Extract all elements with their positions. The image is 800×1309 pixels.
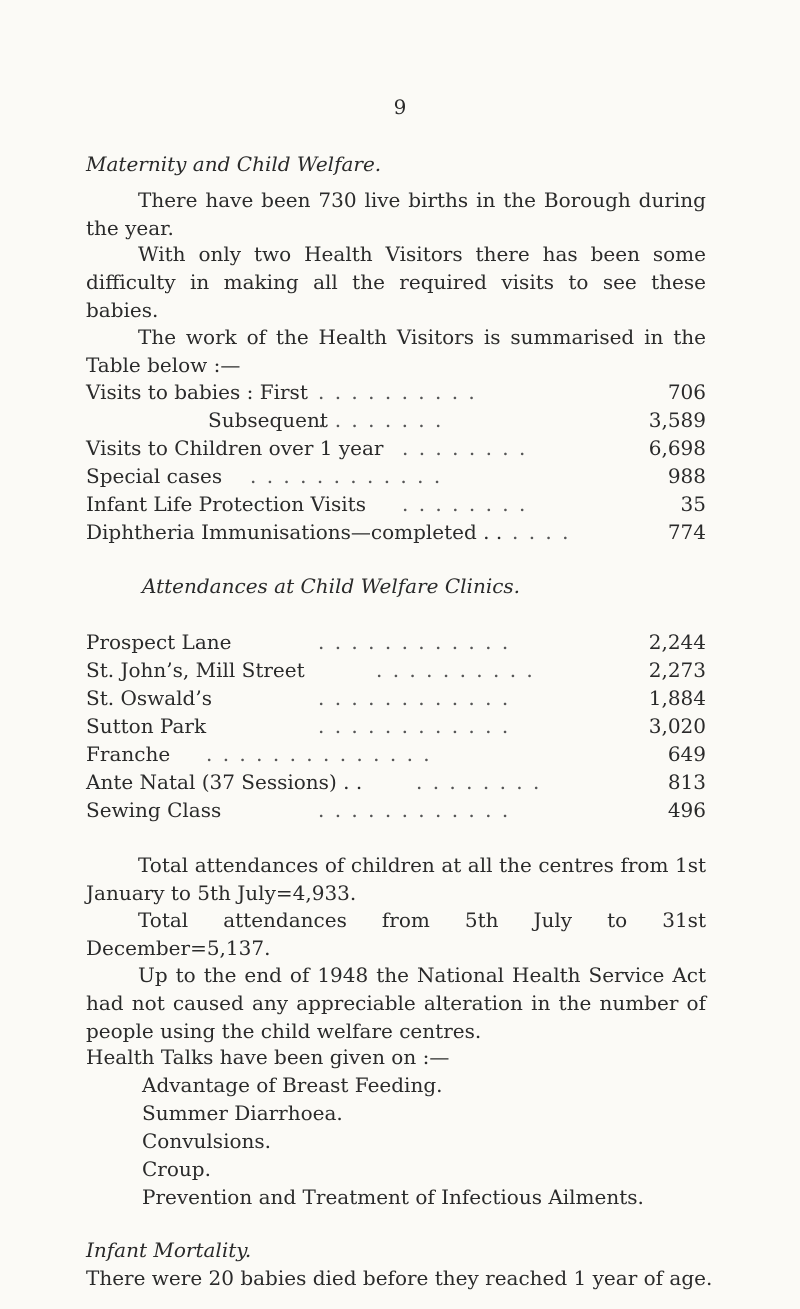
page-number: 9 [393, 95, 407, 119]
row-leader-dots: . . . . . . . . [416, 770, 542, 794]
row-value: 35 [680, 492, 706, 516]
row-label: St. Oswald’s [86, 686, 212, 710]
table-row [86, 656, 706, 684]
row-value: 496 [667, 798, 706, 822]
row-leader-dots: . . . . . . . . . . . . . . [206, 742, 432, 766]
list-item: Advantage of Breast Feeding. [142, 1073, 443, 1097]
row-value: 813 [667, 770, 706, 794]
table-row [86, 712, 706, 740]
row-value: 1,884 [648, 686, 706, 710]
clinics-heading: Attendances at Child Welfare Clinics. [142, 574, 521, 598]
list-item: Croup. [142, 1157, 211, 1181]
table-row [86, 462, 706, 490]
row-leader-dots: . . . . . . . . . . [376, 658, 535, 682]
row-leader-dots: . . . . . . . . . . . . [318, 630, 511, 654]
row-label: Franche [86, 742, 171, 766]
infant-mortality-heading: Infant Mortality. [86, 1238, 252, 1262]
list-item: Prevention and Treatment of Infectious Ailments. [142, 1185, 644, 1209]
list-item: Summer Diarrhoea. [142, 1101, 343, 1125]
row-leader-dots: . . . . [512, 520, 571, 544]
paragraph-table-intro: The work of the Health Visitors is summarised in the Table below :— [86, 325, 706, 377]
row-leader-dots: . . . . . . . . . . . . [318, 798, 511, 822]
table-row [86, 406, 706, 434]
row-leader-dots: . . . . . . . . [318, 408, 444, 432]
paragraph-total-attendances-first-half: Total attendances of children at all the centres from 1st January to 5th July=4,933. [86, 853, 706, 905]
table-row [86, 518, 706, 546]
table-row [86, 490, 706, 518]
row-leader-dots: . . . . . . . . [402, 492, 528, 516]
table-row [86, 628, 706, 656]
row-label: Prospect Lane [86, 630, 232, 654]
table-row [86, 740, 706, 768]
row-label: Subsequent [208, 408, 328, 432]
row-value: 2,273 [648, 658, 706, 682]
row-leader-dots: . . . . . . . . . . [318, 380, 477, 404]
row-label: Special cases [86, 464, 223, 488]
row-value: 6,698 [648, 436, 706, 460]
row-value: 3,020 [648, 714, 706, 738]
row-value: 988 [667, 464, 706, 488]
section-heading: Maternity and Child Welfare. [86, 152, 382, 176]
row-value: 649 [667, 742, 706, 766]
table-row [86, 378, 706, 406]
row-value: 706 [667, 380, 706, 404]
list-item: Convulsions. [142, 1129, 272, 1153]
row-label: Sewing Class [86, 798, 222, 822]
infant-mortality-line: There were 20 babies died before they reached 1 year of age. [86, 1266, 713, 1290]
paragraph-total-attendances-second-half: Total attendances from 5th July to 31st December=5,137. [86, 908, 706, 960]
paragraph-health-visitors: With only two Health Visitors there has been some difficulty in making all the required visits to see these babies. [86, 242, 706, 322]
health-talks-intro: Health Talks have been given on :— [86, 1045, 450, 1069]
row-leader-dots: . . . . . . . . . . . . [250, 464, 443, 488]
row-leader-dots: . . . . . . . . . . . . [318, 686, 511, 710]
row-value: 774 [667, 520, 706, 544]
row-value: 2,244 [648, 630, 706, 654]
row-label: Visits to Children over 1 year [86, 436, 384, 460]
row-label: Diphtheria Immunisations—completed . . [86, 520, 503, 544]
paragraph-births: There have been 730 live births in the Borough during the year. [86, 188, 706, 240]
row-value: 3,589 [648, 408, 706, 432]
paragraph-nhs-act: Up to the end of 1948 the National Health Service Act had not caused any appreciable alteration in the number of people using the child welfare centres. [86, 963, 706, 1043]
row-label: Infant Life Protection Visits [86, 492, 366, 516]
table-row [86, 684, 706, 712]
row-leader-dots: . . . . . . . . [402, 436, 528, 460]
row-leader-dots: . . . . . . . . . . . . [318, 714, 511, 738]
table-row [86, 768, 706, 796]
row-label: St. John’s, Mill Street [86, 658, 305, 682]
table-row [86, 796, 706, 824]
row-label: Visits to babies : First [86, 380, 308, 404]
row-label: Sutton Park [86, 714, 207, 738]
row-label: Ante Natal (37 Sessions) . . [86, 770, 363, 794]
table-row [86, 434, 706, 462]
